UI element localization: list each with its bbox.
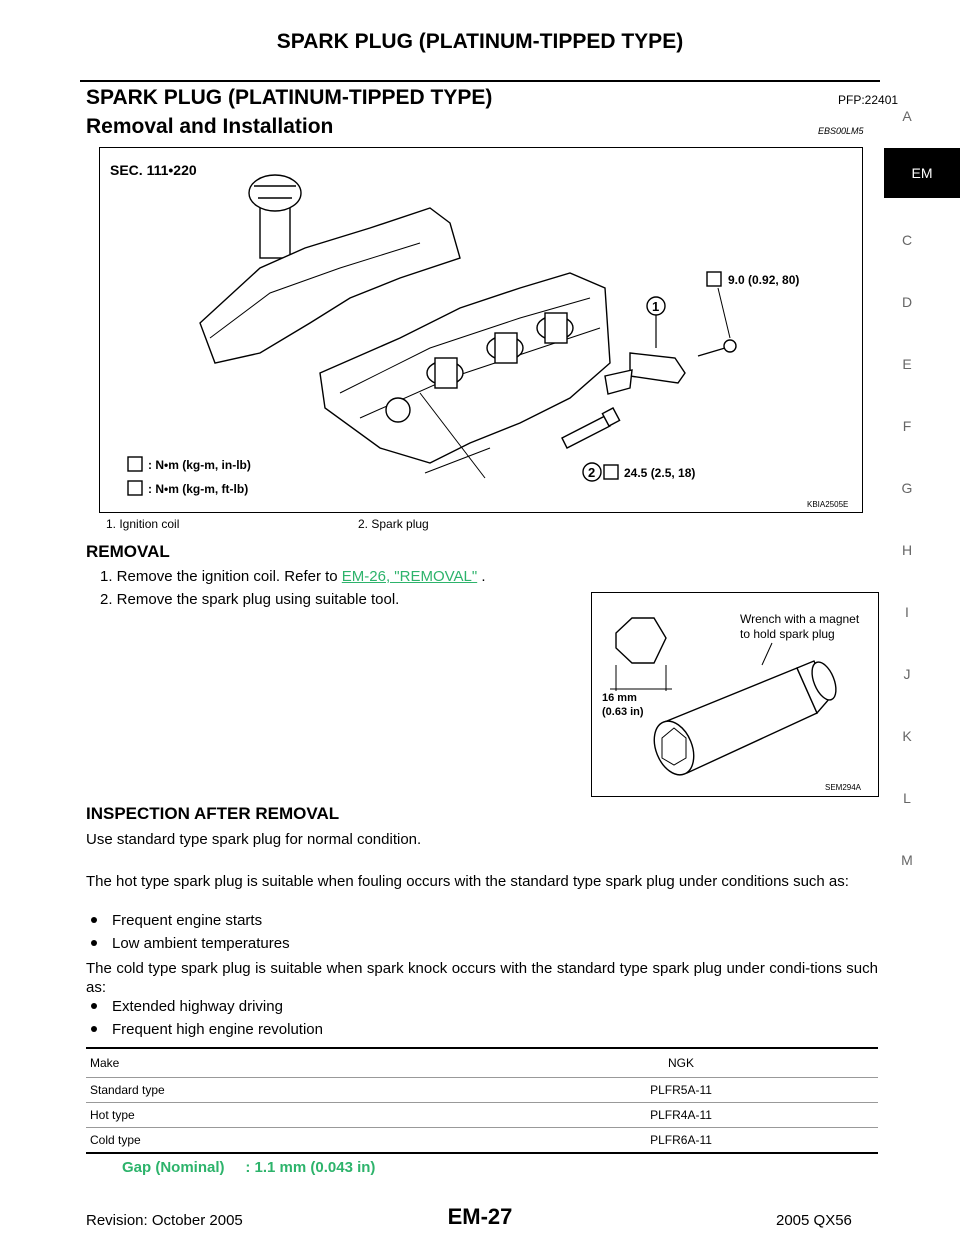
- subsection-title: Removal and Installation: [86, 115, 334, 138]
- removal-step-2: 2. Remove the spark plug using suitable tool.: [100, 591, 400, 608]
- wrench-label-line-1: Wrench with a magnet: [740, 612, 860, 626]
- bullet-text: Extended highway driving: [112, 998, 283, 1015]
- figure-id-2: SEM294A: [825, 783, 862, 792]
- torque-spec-1: 9.0 (0.92, 80): [728, 273, 800, 287]
- gap-label: Gap (Nominal): [122, 1159, 225, 1176]
- bullet-text: Frequent engine starts: [112, 912, 263, 929]
- caption-item-1: 1. Ignition coil: [106, 517, 180, 531]
- legend-icon-2: [128, 481, 142, 495]
- em-26-removal-link[interactable]: EM-26, "REMOVAL": [341, 568, 478, 585]
- table-row: [86, 1128, 878, 1154]
- footer-model: 2005 QX56: [776, 1212, 852, 1229]
- figure-id-1: KBIA2505E: [807, 500, 849, 509]
- table-cell-value: NGK: [480, 1048, 878, 1078]
- torque-icon-1: [707, 272, 721, 286]
- hex-end-view: [616, 618, 666, 663]
- ignition-coil-figure: [99, 147, 863, 513]
- side-tab-l[interactable]: L: [903, 790, 911, 806]
- table-cell-label: Make: [86, 1048, 480, 1078]
- running-header: SPARK PLUG (PLATINUM-TIPPED TYPE): [276, 30, 684, 53]
- side-tab-m[interactable]: M: [901, 852, 913, 868]
- bullet-text: Frequent high engine revolution: [112, 1021, 323, 1038]
- rocker-cover-main: [320, 273, 610, 463]
- pfp-code: PFP:22401: [838, 93, 899, 107]
- coil-bolt: [698, 340, 736, 356]
- side-tab-k[interactable]: K: [902, 728, 912, 744]
- table-cell-label: Standard type: [86, 1078, 480, 1103]
- legend-text-2: : N•m (kg-m, ft-lb): [148, 482, 249, 496]
- side-tab-f[interactable]: F: [902, 418, 912, 434]
- step-1-text: 1. Remove the ignition coil. Refer to: [100, 568, 342, 585]
- side-tab-em-active[interactable]: EM: [884, 148, 960, 198]
- gap-spec: [122, 1159, 375, 1176]
- caption-item-2: 2. Spark plug: [358, 517, 429, 531]
- table-cell-value: PLFR5A-11: [480, 1078, 878, 1103]
- bullet-text: Low ambient temperatures: [112, 935, 290, 952]
- legend-icon-1: [128, 457, 142, 471]
- callout-1: 1: [652, 299, 660, 314]
- table-cell-value: PLFR6A-11: [480, 1128, 878, 1154]
- side-tab-c[interactable]: C: [901, 232, 913, 248]
- bullet-hot-1: [86, 912, 262, 929]
- table-cell-value: PLFR4A-11: [480, 1103, 878, 1128]
- page-number: EM-27: [447, 1204, 513, 1229]
- table-cell-label: Cold type: [86, 1128, 480, 1154]
- side-tab-h[interactable]: H: [901, 542, 913, 558]
- inspection-para-2: The hot type spark plug is suitable when fouling occurs with the standard type spark plug under conditions such as:: [86, 873, 849, 890]
- spark-plug-wrench-figure: [591, 592, 879, 797]
- bullet-dot: [91, 940, 97, 946]
- bullet-hot-2: [86, 935, 290, 952]
- oil-filler-cap: [249, 175, 301, 258]
- inspection-heading: INSPECTION AFTER REMOVAL: [86, 804, 340, 823]
- bullet-cold-2: [86, 1021, 323, 1038]
- side-tab-a[interactable]: A: [902, 108, 912, 124]
- torque-icon-2: [604, 465, 618, 479]
- gap-value: : 1.1 mm (0.043 in): [245, 1159, 376, 1176]
- bullet-dot: [91, 1003, 97, 1009]
- side-tab-d[interactable]: D: [901, 294, 913, 310]
- size-label-line-2: (0.63 in): [602, 706, 644, 718]
- side-tab-e[interactable]: E: [902, 356, 912, 372]
- size-label-line-1: 16 mm: [602, 692, 637, 704]
- spark-plug-drawing: [562, 408, 620, 448]
- step-1-suffix: .: [477, 568, 486, 585]
- sec-label: SEC. 111•220: [110, 162, 197, 178]
- document-code: EBS00LM5: [818, 126, 864, 136]
- header-rule: [80, 80, 880, 82]
- ignition-coil-drawing: [605, 353, 685, 394]
- table-row: [86, 1048, 878, 1078]
- wrench-illustration: [592, 593, 878, 796]
- torque-spec-2: 24.5 (2.5, 18): [624, 466, 696, 480]
- footer-revision: Revision: October 2005: [86, 1212, 243, 1229]
- bullet-cold-1: [86, 998, 283, 1015]
- section-title: SPARK PLUG (PLATINUM-TIPPED TYPE): [86, 86, 493, 109]
- table-row: [86, 1103, 878, 1128]
- removal-step-1: [100, 568, 486, 585]
- inspection-para-3: The cold type spark plug is suitable when spark knock occurs with the standard type spark plug under condi-tions such as:: [86, 960, 878, 996]
- bullet-dot: [91, 1026, 97, 1032]
- bullet-dot: [91, 917, 97, 923]
- legend-text-1: : N•m (kg-m, in-lb): [148, 458, 251, 472]
- removal-heading: REMOVAL: [86, 542, 170, 561]
- wrench-label-line-2: to hold spark plug: [740, 627, 835, 641]
- side-tab-j[interactable]: J: [903, 666, 911, 682]
- side-tab-g[interactable]: G: [901, 480, 913, 496]
- inspection-para-1: Use standard type spark plug for normal condition.: [86, 831, 422, 848]
- rocker-cover-illustration: [100, 148, 862, 512]
- spark-plug-spec-table: [86, 1047, 878, 1154]
- side-tab-i[interactable]: I: [905, 604, 909, 620]
- callout-2: 2: [588, 465, 596, 480]
- table-row: [86, 1078, 878, 1103]
- table-cell-label: Hot type: [86, 1103, 480, 1128]
